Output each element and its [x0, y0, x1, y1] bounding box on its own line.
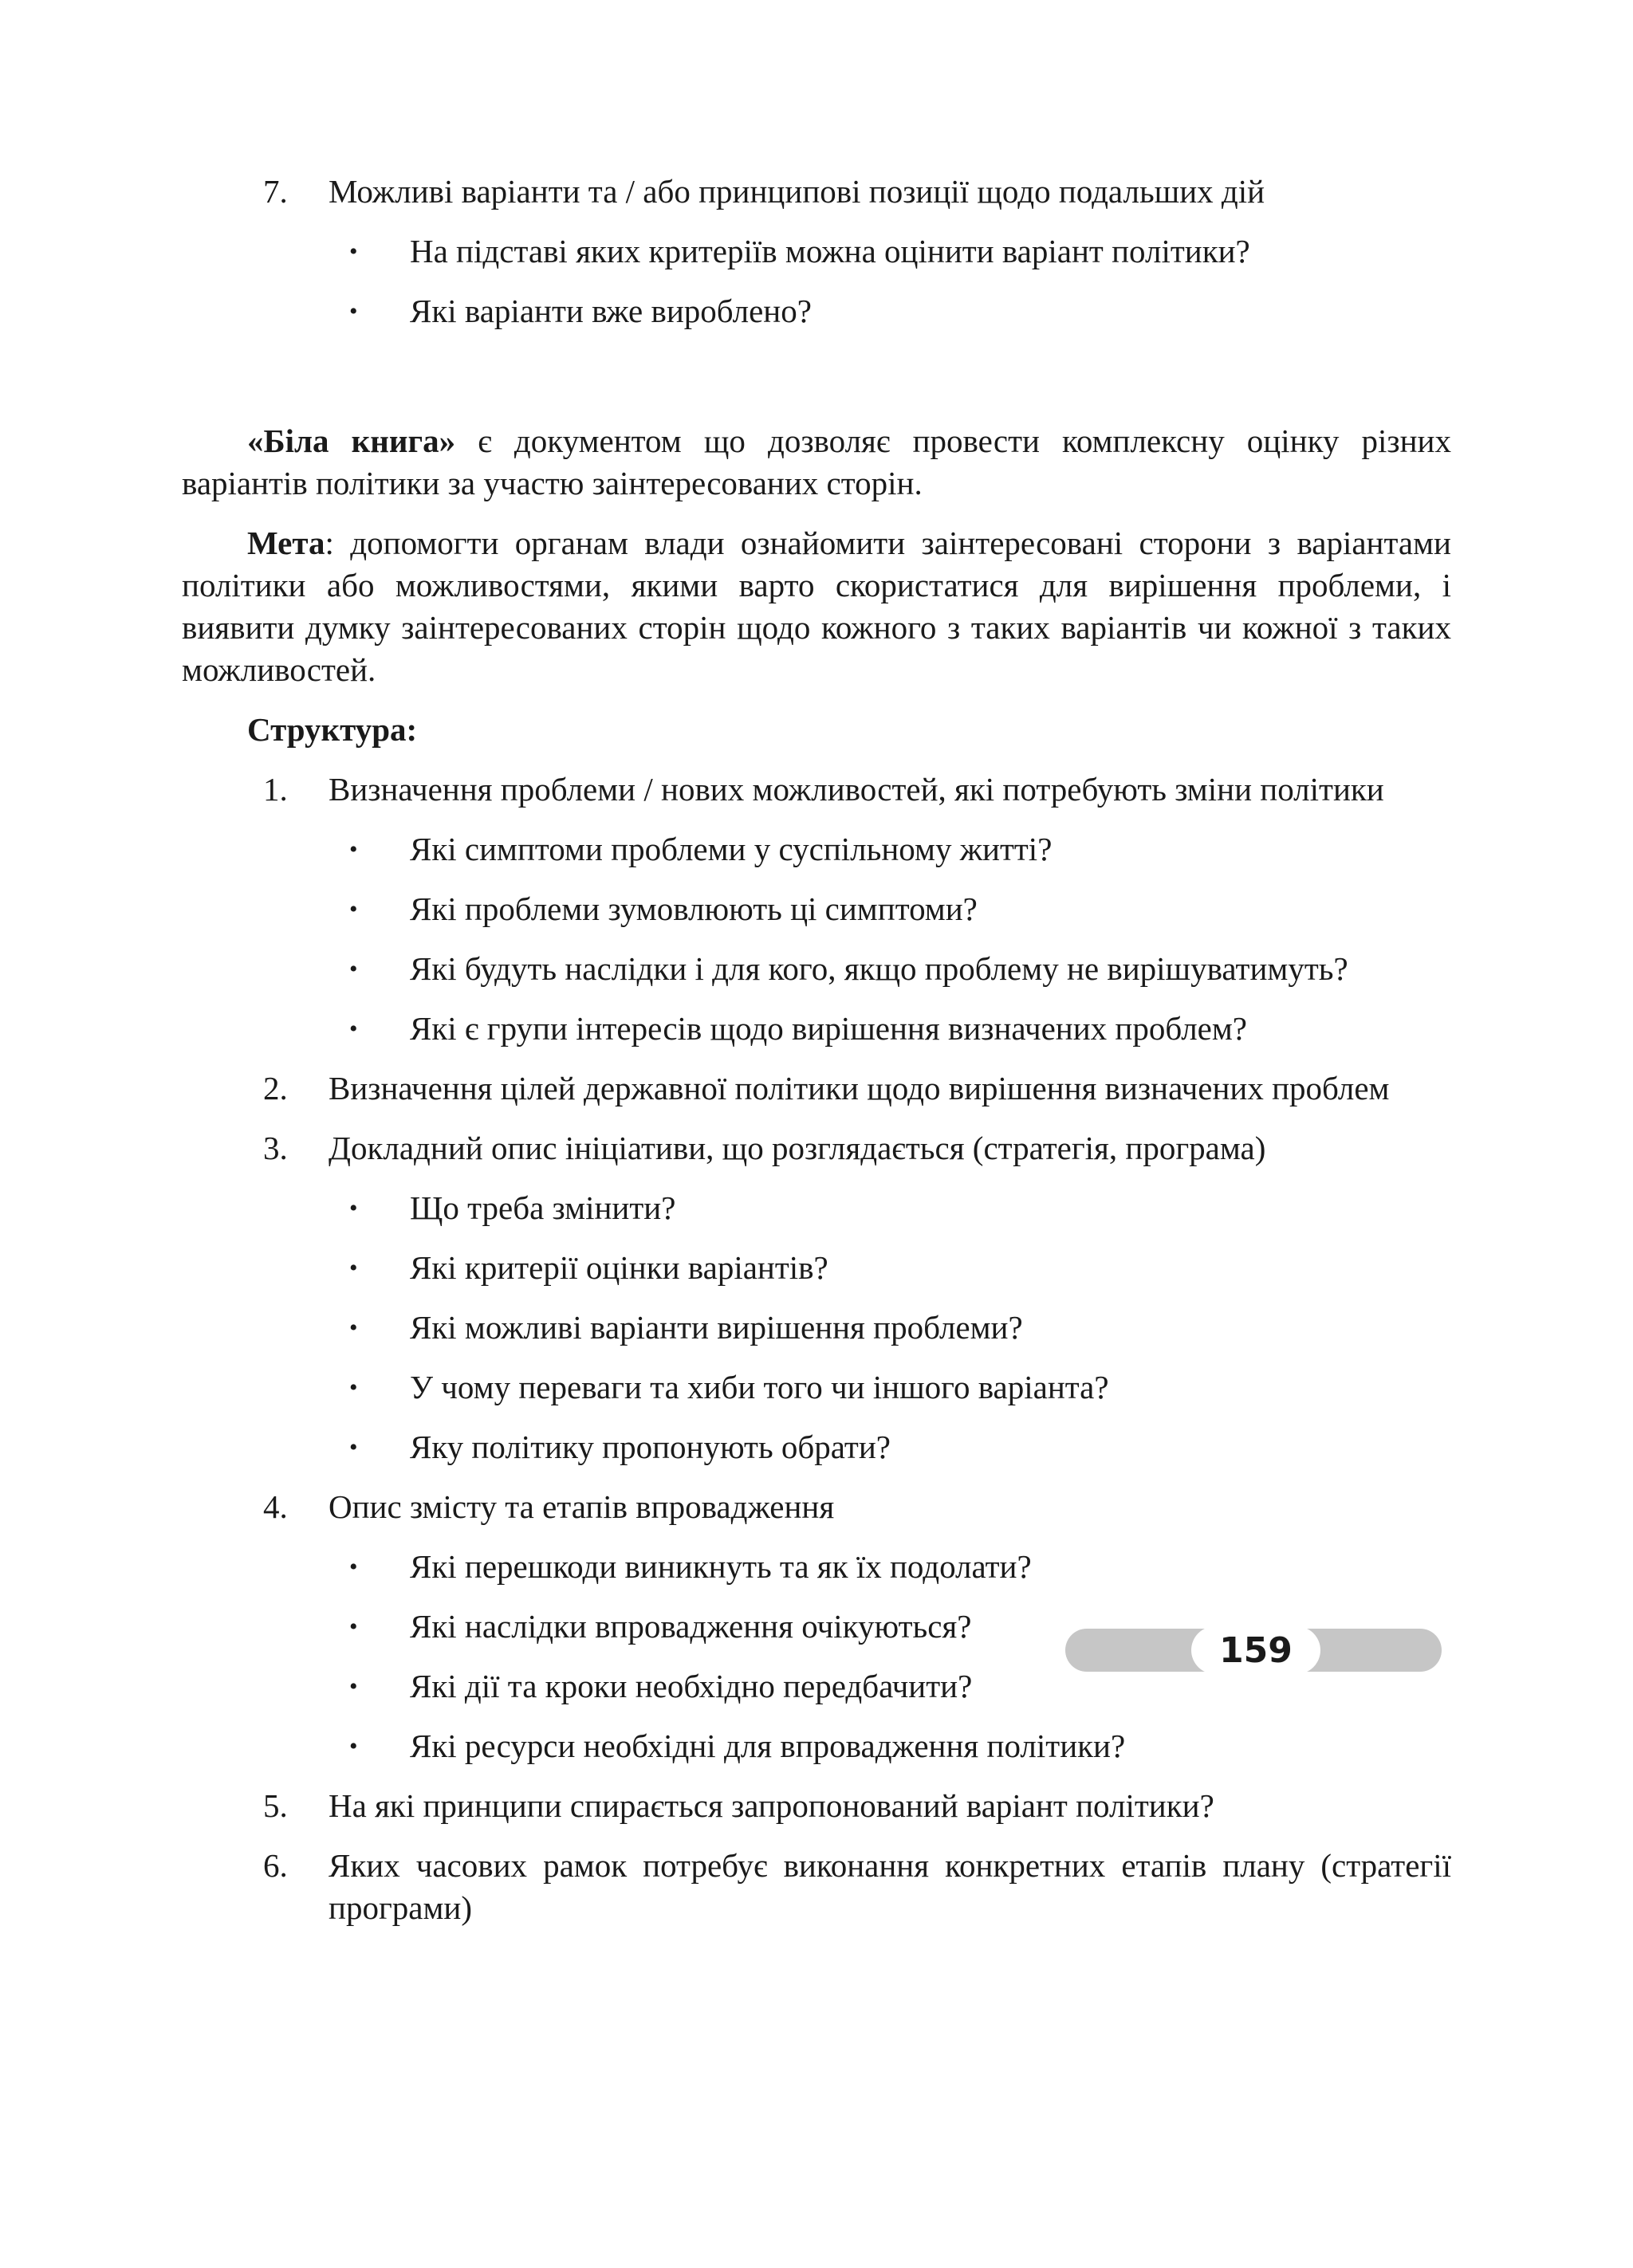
bullet-text: Які ресурси необхідні для впровадження політики?: [410, 1728, 1126, 1764]
structure-list: [182, 768, 1451, 1929]
bullet-dot-icon: •: [349, 298, 358, 324]
list-item-text: На які принципи спирається запропонований варіант політики?: [329, 1787, 1214, 1824]
list-item-number: 6.: [263, 1847, 288, 1884]
bullet-dot-icon: •: [349, 1434, 358, 1460]
list-item-text: Докладний опис ініціативи, що розглядається (стратегія, програма): [329, 1130, 1266, 1166]
bullet-dot-icon: •: [349, 836, 358, 863]
bullet-text: Яку політику пропонують обрати?: [410, 1429, 891, 1465]
bullet-item: [182, 1366, 1451, 1409]
bullet-item: [182, 1725, 1451, 1767]
bullet-item: [182, 1307, 1451, 1349]
goal-text: : допомогти органам влади ознайомити заінтересовані сторони з варіантами політики або можливостями, якими варто скористатися для вирішення проблеми, і виявити думку заінтересованих сторін щодо кожного з таких варіантів чи кожної з таких можливостей.: [182, 525, 1451, 688]
list-item-number: 4.: [263, 1488, 288, 1525]
page-number: 159: [1191, 1626, 1320, 1674]
bullet-text: Що треба змінити?: [410, 1189, 676, 1226]
bullet-item: [182, 1546, 1451, 1588]
list-item-text: Визначення цілей державної політики щодо вирішення визначених проблем: [329, 1070, 1390, 1106]
bullet-dot-icon: •: [349, 1016, 358, 1042]
bullet-text: У чому переваги та хиби того чи іншого варіанта?: [410, 1369, 1109, 1405]
bullet-dot-icon: •: [349, 1374, 358, 1401]
bullet-text: Які можливі варіанти вирішення проблеми?: [410, 1309, 1023, 1346]
structure-item-5: [182, 1785, 1451, 1827]
goal-paragraph: [182, 522, 1451, 691]
structure-item-3: [182, 1127, 1451, 1169]
bullet-item: [182, 290, 1451, 332]
bullet-dot-icon: •: [349, 238, 358, 265]
bullet-text: Які критерії оцінки варіантів?: [410, 1249, 828, 1286]
bullet-text: Які перешкоди виникнуть та як їх подолати?: [410, 1548, 1032, 1585]
bullet-text: Які будуть наслідки і для кого, якщо проблему не вирішуватимуть?: [410, 950, 1348, 987]
bullet-dot-icon: •: [349, 1195, 358, 1221]
list-item-text: Можливі варіанти та / або принципові позиції щодо подальших дій: [329, 173, 1265, 210]
bullet-list-item-7: [182, 230, 1451, 332]
bullet-item: [182, 1187, 1451, 1229]
bullet-item: [182, 1247, 1451, 1289]
bullet-text: На підставі яких критеріїв можна оцінити варіант політики?: [410, 233, 1250, 269]
list-item-7: [182, 171, 1451, 213]
bullet-dot-icon: •: [349, 1614, 358, 1640]
bullet-dot-icon: •: [349, 1255, 358, 1281]
bullet-text: Які наслідки впровадження очікуються?: [410, 1608, 972, 1645]
bullet-item: [182, 1426, 1451, 1468]
structure-item-6: [182, 1845, 1451, 1929]
white-paper-definition-text: є документом що дозволяє провести комплексну оцінку різних варіантів політики за участю заінтересованих сторін.: [182, 423, 1451, 501]
list-item-number: 1.: [263, 771, 288, 808]
bullet-list-structure-3: [182, 1187, 1451, 1468]
bullet-item: [182, 1008, 1451, 1050]
structure-item-2: [182, 1067, 1451, 1110]
list-item-text: Яких часових рамок потребує виконання конкретних етапів плану (стратегії програми): [329, 1847, 1451, 1926]
structure-heading: Структура:: [247, 711, 418, 748]
list-item-number: 2.: [263, 1070, 288, 1106]
bullet-dot-icon: •: [349, 896, 358, 922]
bullet-item: [182, 948, 1451, 990]
bullet-text: Які дії та кроки необхідно передбачити?: [410, 1668, 973, 1704]
white-paper-term: «Біла книга»: [247, 423, 456, 459]
bullet-dot-icon: •: [349, 1554, 358, 1580]
bullet-text: Які проблеми зумовлюють ці симптоми?: [410, 890, 978, 927]
bullet-dot-icon: •: [349, 1733, 358, 1759]
list-item-number: 5.: [263, 1787, 288, 1824]
list-item-number: 7.: [263, 173, 288, 210]
bullet-item: [182, 828, 1451, 871]
structure-item-4: [182, 1486, 1451, 1528]
bullet-text: Які варіанти вже вироблено?: [410, 293, 812, 329]
white-paper-definition: [182, 420, 1451, 505]
list-item-text: Опис змісту та етапів впровадження: [329, 1488, 835, 1525]
bullet-dot-icon: •: [349, 956, 358, 982]
list-item-text: Визначення проблеми / нових можливостей, які потребують зміни політики: [329, 771, 1384, 808]
bullet-item: [182, 230, 1451, 273]
bullet-dot-icon: •: [349, 1315, 358, 1341]
list-item-number: 3.: [263, 1130, 288, 1166]
bullet-item: [182, 888, 1451, 930]
bullet-dot-icon: •: [349, 1673, 358, 1700]
goal-label: Мета: [247, 525, 325, 561]
bullet-list-structure-1: [182, 828, 1451, 1050]
structure-item-1: [182, 768, 1451, 811]
bullet-text: Які є групи інтересів щодо вирішення визначених проблем?: [410, 1010, 1248, 1047]
bullet-text: Які симптоми проблеми у суспільному житті?: [410, 831, 1053, 867]
